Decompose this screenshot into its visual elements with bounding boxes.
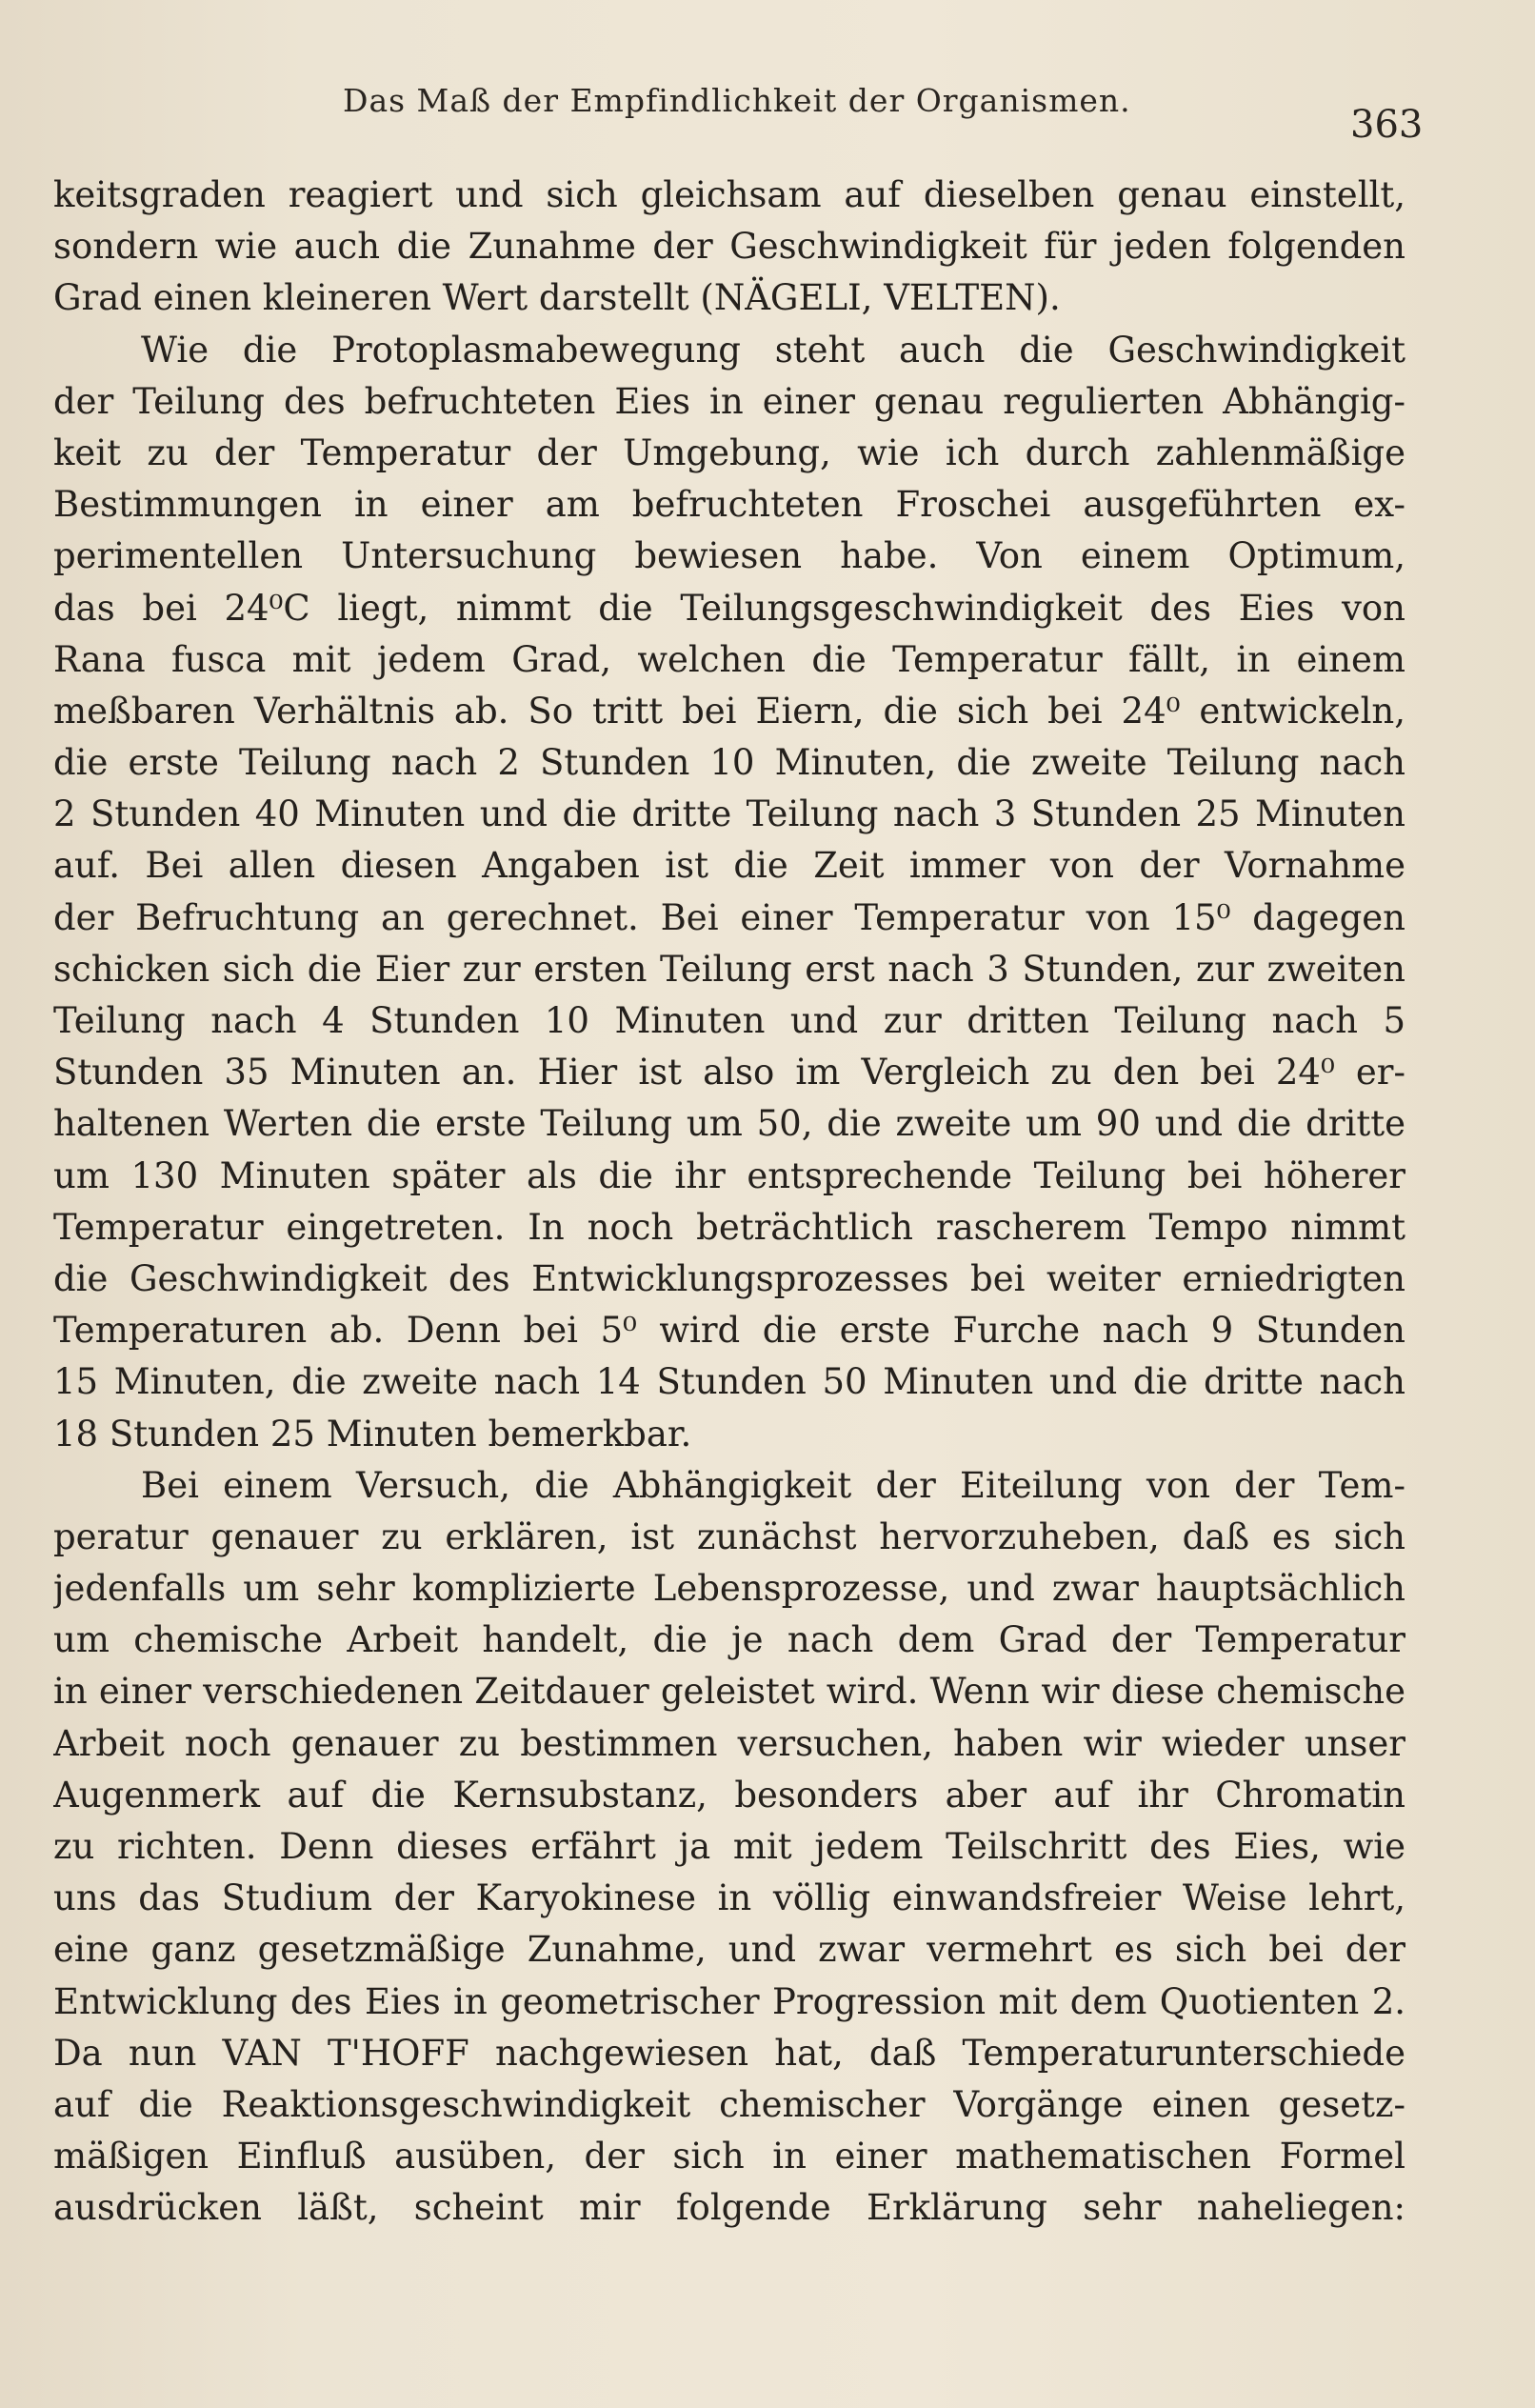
text-line: sondern wie auch die Zunahme der Geschwindigkeit für jeden folgenden <box>53 226 1405 268</box>
text-line: 15 Minuten, die zweite nach 14 Stunden 50 Minuten und die dritte nach <box>53 1361 1405 1403</box>
text-line: meßbaren Verhältnis ab. So tritt bei Eiern, die sich bei 24⁰ entwickeln, <box>53 690 1405 732</box>
text-line: Temperatur eingetreten. In noch beträchtlich rascherem Tempo nimmt <box>53 1206 1405 1248</box>
text-line: schicken sich die Eier zur ersten Teilung erst nach 3 Stunden, zur zweiten <box>53 948 1405 990</box>
running-head-title: Das Maß der Empfindlichkeit der Organismen. <box>343 82 1131 119</box>
text-line: Teilung nach 4 Stunden 10 Minuten und zur dritten Teilung nach 5 <box>53 1000 1405 1041</box>
text-line: Augenmerk auf die Kernsubstanz, besonders aber auf ihr Chromatin <box>53 1774 1405 1816</box>
text-line: perimentellen Untersuchung bewiesen habe. Von einem Optimum, <box>53 535 1405 577</box>
text-line: die erste Teilung nach 2 Stunden 10 Minuten, die zweite Teilung nach <box>53 742 1405 784</box>
text-line: um chemische Arbeit handelt, die je nach dem Grad der Temperatur <box>53 1619 1405 1661</box>
text-line: Grad einen kleineren Wert darstellt (NÄGELI, VELTEN). <box>53 277 1061 319</box>
text-line: das bei 24⁰C liegt, nimmt die Teilungsgeschwindigkeit des Eies von <box>53 587 1405 629</box>
text-line: Stunden 35 Minuten an. Hier ist also im Vergleich zu den bei 24⁰ er- <box>53 1052 1405 1094</box>
text-line: 18 Stunden 25 Minuten bemerkbar. <box>53 1413 692 1455</box>
text-line: Temperaturen ab. Denn bei 5⁰ wird die erste Furche nach 9 Stunden <box>53 1310 1405 1352</box>
text-line: der Teilung des befruchteten Eies in einer genau regulierten Abhängig- <box>53 380 1405 422</box>
text-line: Arbeit noch genauer zu bestimmen versuchen, haben wir wieder unser <box>53 1722 1405 1764</box>
page-number: 363 <box>1350 103 1424 147</box>
text-line: uns das Studium der Karyokinese in völlig einwandsfreier Weise lehrt, <box>53 1877 1405 1919</box>
text-line: peratur genauer zu erklären, ist zunächst hervorzuheben, daß es sich <box>53 1515 1405 1557</box>
text-line: um 130 Minuten später als die ihr entsprechende Teilung bei höherer <box>53 1154 1405 1196</box>
text-line: Da nun VAN T'HOFF nachgewiesen hat, daß Temperaturunterschiede <box>53 2032 1405 2074</box>
text-line: keit zu der Temperatur der Umgebung, wie ich durch zahlenmäßige <box>53 431 1405 473</box>
text-line: die Geschwindigkeit des Entwicklungsprozesses bei weiter erniedrigten <box>53 1257 1405 1299</box>
text-line: mäßigen Einfluß ausüben, der sich in einer mathematischen Formel <box>53 2136 1405 2177</box>
text-line: eine ganz gesetzmäßige Zunahme, und zwar vermehrt es sich bei der <box>53 1929 1405 1971</box>
text-line: haltenen Werten die erste Teilung um 50, die zweite um 90 und die dritte <box>53 1103 1405 1145</box>
text-line-paragraph-start: Wie die Protoplasmabewegung steht auch die Geschwindigkeit <box>141 329 1405 371</box>
body-text <box>53 170 1405 2235</box>
text-line-paragraph-start: Bei einem Versuch, die Abhängigkeit der Eiteilung von der Tem- <box>141 1464 1405 1506</box>
text-line: Rana fusca mit jedem Grad, welchen die Temperatur fällt, in einem <box>53 638 1405 680</box>
text-line: auf die Reaktionsgeschwindigkeit chemischer Vorgänge einen gesetz- <box>53 2083 1405 2125</box>
text-line: auf. Bei allen diesen Angaben ist die Zeit immer von der Vornahme <box>53 845 1405 887</box>
text-line: Entwicklung des Eies in geometrischer Progression mit dem Quotienten 2. <box>53 1980 1405 2022</box>
text-line: zu richten. Denn dieses erfährt ja mit jedem Teilschritt des Eies, wie <box>53 1826 1405 1867</box>
text-line: der Befruchtung an gerechnet. Bei einer Temperatur von 15⁰ dagegen <box>53 896 1405 938</box>
text-line: in einer verschiedenen Zeitdauer geleistet wird. Wenn wir diese chemische <box>53 1671 1405 1713</box>
text-line: 2 Stunden 40 Minuten und die dritte Teilung nach 3 Stunden 25 Minuten <box>53 793 1405 835</box>
text-line: ausdrücken läßt, scheint mir folgende Erklärung sehr naheliegen: <box>53 2187 1405 2229</box>
text-line: Bestimmungen in einer am befruchteten Froschei ausgeführten ex- <box>53 484 1405 526</box>
text-line: keitsgraden reagiert und sich gleichsam auf dieselben genau einstellt, <box>53 174 1405 215</box>
text-line: jedenfalls um sehr komplizierte Lebensprozesse, und zwar hauptsächlich <box>53 1568 1405 1610</box>
